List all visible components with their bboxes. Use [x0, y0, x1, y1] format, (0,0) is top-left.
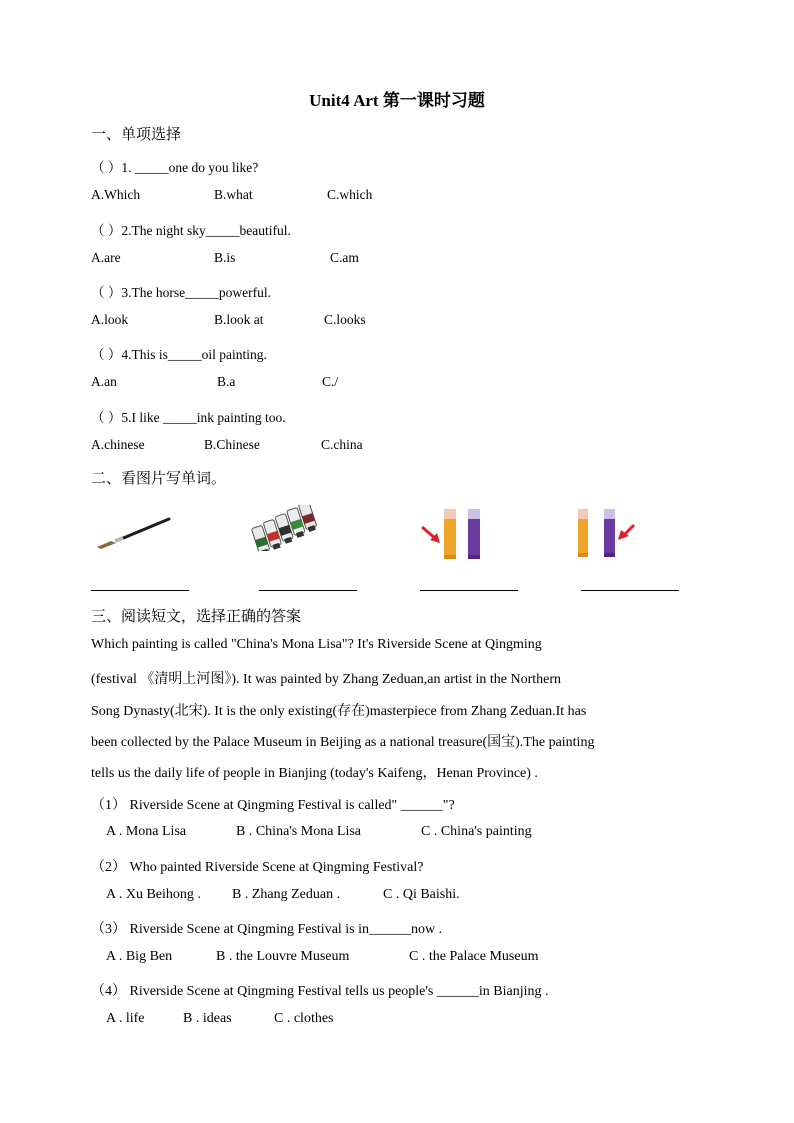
marker-pens-arrow-left-image — [416, 505, 496, 563]
rq2-option-c: C . Qi Baishi. — [383, 887, 460, 902]
q1-option-a: A.Which — [91, 187, 141, 202]
question-5: （ ）5.I like _____ink painting too. — [91, 410, 286, 425]
passage-line: Song Dynasty(北宋). It is the only existing(存在)masterpiece from Zhang Zeduan.It has — [91, 704, 587, 719]
q4-option-b: B.a — [217, 374, 236, 389]
question-4: （ ）4.This is_____oil painting. — [91, 347, 267, 362]
rq2-option-b: B . Zhang Zeduan . — [232, 887, 341, 902]
section2-heading: 二、看图片写单词。 — [91, 471, 227, 487]
answer-blank-4[interactable] — [581, 590, 679, 591]
q5-option-b: B.Chinese — [204, 437, 260, 452]
paint-tubes-image — [247, 505, 331, 551]
rq4-option-a: A . life — [106, 1011, 145, 1026]
rq1-option-b: B . China's Mona Lisa — [236, 824, 362, 839]
passage-line: Which painting is called "China's Mona Lisa"? It's Riverside Scene at Qingming — [91, 637, 542, 652]
paintbrush-image — [93, 510, 173, 550]
q2-option-c: C.am — [330, 250, 359, 265]
reading-question-3: （3） Riverside Scene at Qingming Festival is in______now . — [91, 922, 443, 937]
rq3-option-b: B . the Louvre Museum — [216, 949, 350, 964]
reading-question-4: （4） Riverside Scene at Qingming Festival tells us people's ______in Bianjing . — [91, 984, 549, 999]
rq1-option-c: C . China's painting — [421, 824, 532, 839]
question-2: （ ）2.The night sky_____beautiful. — [91, 223, 291, 238]
rq2-option-a: A . Xu Beihong . — [106, 887, 201, 902]
question-1: （ ）1. _____one do you like? — [91, 160, 259, 175]
q1-option-b: B.what — [214, 187, 253, 202]
q2-option-b: B.is — [214, 250, 236, 265]
q5-option-a: A.chinese — [91, 437, 145, 452]
answer-blank-2[interactable] — [259, 590, 357, 591]
passage-line: been collected by the Palace Museum in Beijing as a national treasure(国宝).The painting — [91, 735, 595, 750]
rq4-option-c: C . clothes — [274, 1011, 334, 1026]
q1-option-c: C.which — [327, 187, 373, 202]
rq3-option-a: A . Big Ben — [106, 949, 173, 964]
q3-option-a: A.look — [91, 312, 129, 327]
question-3: （ ）3.The horse_____powerful. — [91, 285, 271, 300]
answer-blank-3[interactable] — [420, 590, 518, 591]
reading-question-1: （1） Riverside Scene at Qingming Festival is called" ______"? — [91, 798, 455, 813]
q4-option-c: C./ — [322, 374, 339, 389]
passage-line: (festival 《清明上河图》). It was painted by Zhang Zeduan,an artist in the Northern — [91, 672, 562, 687]
page-title: Unit4 Art 第一课时习题 — [309, 91, 485, 110]
section1-heading: 一、单项选择 — [91, 127, 182, 143]
answer-blank-1[interactable] — [91, 590, 189, 591]
q5-option-c: C.china — [321, 437, 363, 452]
q3-option-c: C.looks — [324, 312, 366, 327]
passage-line: tells us the daily life of people in Bianjing (today's Kaifeng，Henan Province) . — [91, 766, 538, 781]
section3-heading: 三、阅读短文，选择正确的答案 — [91, 609, 302, 625]
q4-option-a: A.an — [91, 374, 117, 389]
rq3-option-c: C . the Palace Museum — [409, 949, 539, 964]
q3-option-b: B.look at — [214, 312, 264, 327]
q2-option-a: A.are — [91, 250, 121, 265]
marker-pens-arrow-right-image — [574, 505, 640, 563]
reading-question-2: （2） Who painted Riverside Scene at Qingming Festival? — [91, 860, 424, 875]
rq1-option-a: A . Mona Lisa — [106, 824, 187, 839]
rq4-option-b: B . ideas — [183, 1011, 232, 1026]
